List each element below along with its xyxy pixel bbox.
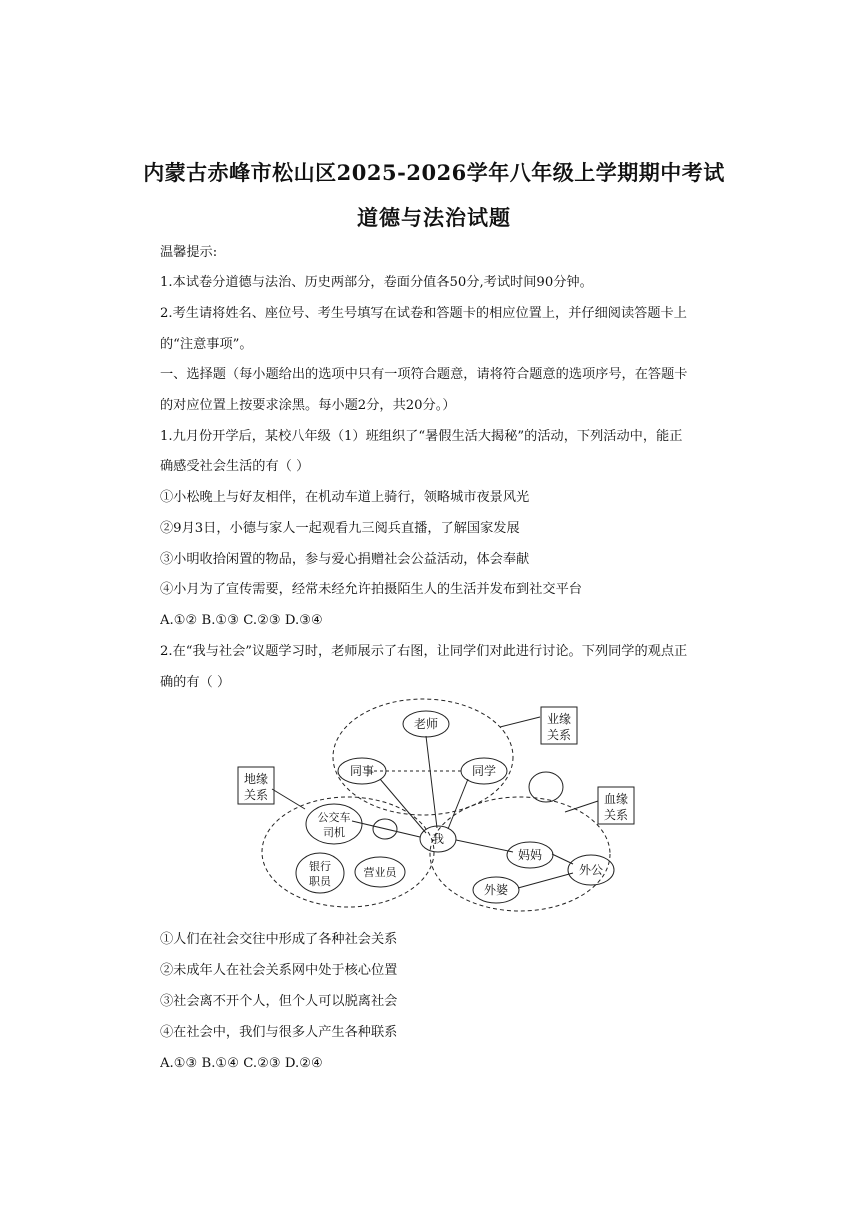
clerk-label: 营业员: [363, 866, 397, 879]
empty-blood-circle: [529, 772, 563, 802]
q1-stem-line2: 确感受社会生活的有（ ）: [160, 459, 310, 474]
blood-box-label-1: 血缘: [603, 792, 629, 806]
link-colleague-me: [380, 779, 426, 833]
blood-box-label-2: 关系: [603, 808, 629, 822]
exam-title: 内蒙古赤峰市松山区2025-2026学年八年级上学期期中考试: [143, 160, 725, 185]
tip-1: 1.本试卷分道德与法治、历史两部分，卷面分值各50分,考试时间90分钟。: [160, 275, 593, 290]
work-box-label-1: 业缘: [546, 712, 572, 726]
link-grandma-grandpa: [518, 873, 573, 888]
q1-option-2: ②9月3日，小德与家人一起观看九三阅兵直播，了解国家发展: [160, 521, 520, 536]
exam-subtitle: 道德与法治试题: [357, 205, 511, 230]
teacher-label: 老师: [413, 717, 439, 731]
grandpa-label: 外公: [578, 863, 604, 877]
q1-choices: A.①② B.①③ C.②③ D.③④: [160, 613, 323, 628]
bus-driver-label-2: 司机: [323, 826, 345, 839]
geo-box-label-2: 关系: [243, 788, 269, 802]
q2-stem-line2: 确的有（ ）: [160, 675, 231, 690]
bank-staff-label-1: 银行: [309, 860, 331, 873]
q2-stem-line1: 2.在“我与社会”议题学习时，老师展示了右图，让同学们对此进行讨论。下列同学的观点正: [160, 644, 688, 659]
bank-staff-label-2: 职员: [309, 875, 331, 888]
bus-driver-label-1: 公交车: [317, 811, 351, 824]
q1-option-3: ③小明收拾闲置的物品，参与爱心捐赠社会公益活动，体会奉献: [160, 552, 530, 567]
section-heading-line2: 的对应位置上按要求涂黑。每小题2分，共20分。）: [160, 398, 456, 413]
me-label: 我: [431, 832, 445, 846]
mom-label: 妈妈: [517, 848, 543, 862]
tips-label: 温馨提示:: [160, 245, 218, 260]
q2-option-2: ②未成年人在社会关系网中处于核心位置: [160, 963, 398, 978]
q2-option-4: ④在社会中，我们与很多人产生各种联系: [160, 1025, 398, 1040]
q2-choices: A.①③ B.①④ C.②③ D.②④: [160, 1056, 323, 1071]
link-teacher-me: [426, 736, 437, 828]
tip-2-line1: 2.考生请将姓名、座位号、考生号填写在试卷和答题卡的相应位置上，并仔细阅读答题卡上: [160, 306, 687, 321]
geo-box-leader: [272, 789, 305, 809]
grandma-label: 外婆: [483, 883, 509, 897]
link-me-mom: [456, 840, 513, 852]
q1-option-4: ④小月为了宣传需要，经常未经允许拍摄陌生人的生活并发布到社交平台: [160, 582, 582, 597]
link-mom-grandpa: [552, 854, 573, 864]
work-box-label-2: 关系: [546, 728, 572, 742]
geo-box-label-1: 地缘: [243, 772, 269, 786]
q2-option-1: ①人们在社会交往中形成了各种社会关系: [160, 932, 398, 947]
colleague-label: 同事: [349, 764, 375, 778]
classmate-label: 同学: [471, 764, 497, 778]
q2-option-3: ③社会离不开个人，但个人可以脱离社会: [160, 994, 398, 1009]
work-box-leader: [500, 717, 540, 727]
section-heading-line1: 一、选择题（每小题给出的选项中只有一项符合题意，请将符合题意的选项序号，在答题卡: [160, 367, 688, 382]
link-classmate-me: [448, 779, 468, 829]
q1-stem-line1: 1.九月份开学后，某校八年级（1）班组织了“暑假生活大揭秘”的活动，下列活动中，能正: [160, 429, 683, 444]
q1-option-1: ①小松晚上与好友相伴，在机动车道上骑行，领略城市夜景风光: [160, 490, 530, 505]
social-relations-diagram: [230, 697, 650, 925]
tip-2-line2: 的“注意事项”。: [160, 337, 253, 352]
